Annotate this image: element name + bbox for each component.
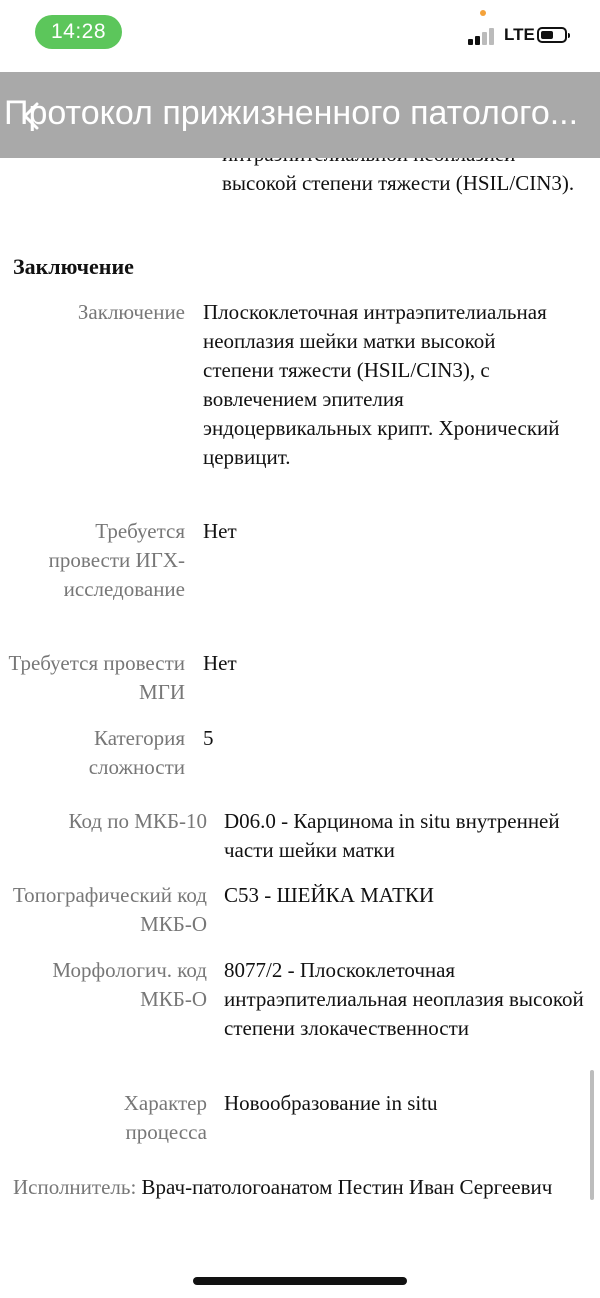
scrollbar[interactable]	[590, 1070, 594, 1200]
field-value: 8077/2 - Плоскоклеточная интраэпителиальная неоплазия высокой степени злокачественности	[224, 958, 584, 1040]
field-value: C53 - ШЕЙКА МАТКИ	[224, 883, 435, 907]
field-label: Морфологич. код МКБ-О	[52, 958, 207, 1011]
executor-line	[13, 1173, 588, 1202]
network-type: LTE	[504, 25, 535, 44]
field-value: Нет	[203, 651, 237, 675]
privacy-indicator-icon	[480, 10, 486, 16]
field-value: Нет	[203, 519, 237, 543]
field-value: D06.0 - Карцинома in situ внутренней части шейки матки	[224, 809, 560, 862]
field-label: Код по МКБ-10	[68, 809, 207, 833]
section-heading-conclusion: Заключение	[13, 254, 134, 279]
field-value: 5	[203, 726, 214, 750]
field-value: Новообразование in situ	[224, 1091, 438, 1115]
title-bar	[0, 72, 600, 158]
field-label: Заключение	[77, 300, 185, 324]
status-time: 14:28	[35, 15, 122, 49]
cellular-signal-icon	[468, 27, 498, 45]
status-bar	[0, 0, 600, 70]
field-label: Требуется провести МГИ	[8, 651, 185, 704]
battery-icon	[537, 27, 567, 43]
partial-field-value: высокой степени тяжести (HSIL/CIN3).	[222, 171, 575, 195]
field-value: Плоскоклеточная интраэпителиальная неоплазия шейки матки высокой степени тяжести (HSIL/CIN3), с вовлечением эпителия эндоцервикальных крипт. Хронический цервицит.	[203, 300, 560, 469]
field-label: Характер процесса	[123, 1091, 207, 1144]
home-indicator[interactable]	[193, 1277, 407, 1285]
executor-value: Врач-патологоанатом Пестин Иван Сергеевич	[141, 1175, 553, 1199]
executor-label: Исполнитель:	[13, 1175, 137, 1199]
page-title: Протокол прижизненного патолого...	[4, 94, 579, 132]
field-label: Топографический код МКБ-О	[12, 883, 207, 936]
field-label: Категория сложности	[88, 726, 185, 779]
field-label: Требуется провести ИГХ-исследование	[48, 519, 185, 601]
